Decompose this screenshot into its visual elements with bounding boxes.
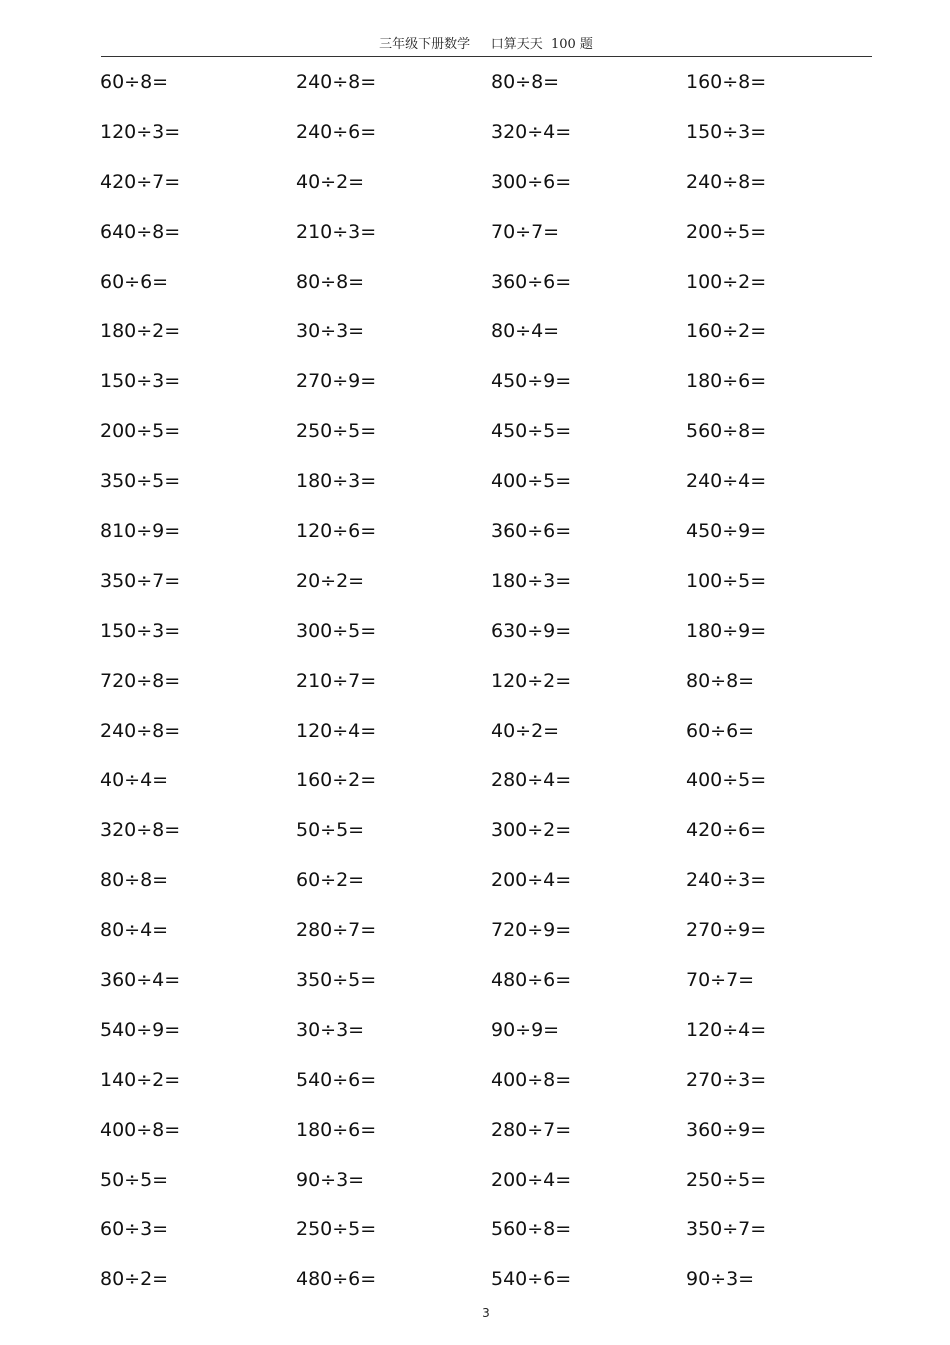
problem-item: 80÷4= bbox=[491, 320, 560, 343]
problem-item: 270÷9= bbox=[296, 370, 377, 393]
problem-item: 640÷8= bbox=[100, 220, 181, 243]
problem-grid bbox=[100, 58, 880, 1305]
problem-item: 100÷5= bbox=[686, 569, 767, 592]
problem-item: 90÷9= bbox=[491, 1018, 560, 1041]
problem-item: 120÷4= bbox=[686, 1018, 767, 1041]
problem-item: 90÷3= bbox=[296, 1168, 365, 1191]
problem-item: 320÷4= bbox=[491, 120, 572, 143]
problem-item: 240÷8= bbox=[100, 719, 181, 742]
problem-item: 80÷2= bbox=[100, 1268, 169, 1291]
problem-item: 270÷3= bbox=[686, 1068, 767, 1091]
problem-item: 20÷2= bbox=[296, 569, 365, 592]
problem-item: 60÷6= bbox=[686, 719, 755, 742]
problem-item: 80÷8= bbox=[686, 669, 755, 692]
problem-item: 180÷6= bbox=[686, 370, 767, 393]
problem-item: 630÷9= bbox=[491, 619, 572, 642]
problem-item: 80÷8= bbox=[100, 869, 169, 892]
problem-item: 150÷3= bbox=[686, 120, 767, 143]
problem-item: 60÷3= bbox=[100, 1218, 169, 1241]
problem-item: 400÷5= bbox=[491, 470, 572, 493]
problem-item: 420÷6= bbox=[686, 819, 767, 842]
problem-item: 240÷6= bbox=[296, 120, 377, 143]
problem-item: 40÷2= bbox=[296, 170, 365, 193]
problem-item: 30÷3= bbox=[296, 1018, 365, 1041]
problem-item: 150÷3= bbox=[100, 370, 181, 393]
problem-item: 280÷7= bbox=[296, 919, 377, 942]
problem-item: 120÷2= bbox=[491, 669, 572, 692]
problem-item: 50÷5= bbox=[100, 1168, 169, 1191]
problem-item: 80÷8= bbox=[491, 71, 560, 93]
problem-item: 360÷6= bbox=[491, 270, 572, 293]
problem-item: 360÷4= bbox=[100, 969, 181, 992]
problem-item: 480÷6= bbox=[296, 1268, 377, 1291]
problem-item: 100÷2= bbox=[686, 270, 767, 293]
problem-item: 160÷2= bbox=[686, 320, 767, 343]
problem-item: 70÷7= bbox=[686, 969, 755, 992]
problem-item: 200÷4= bbox=[491, 1168, 572, 1191]
page-header-title: 三年级下册数学 口算天天 100 题 bbox=[379, 37, 593, 52]
problem-item: 120÷4= bbox=[296, 719, 377, 742]
problem-item: 300÷6= bbox=[491, 170, 572, 193]
problem-item: 560÷8= bbox=[686, 420, 767, 443]
problem-item: 80÷4= bbox=[100, 919, 169, 942]
problem-item: 160÷2= bbox=[296, 769, 377, 792]
problem-item: 120÷6= bbox=[296, 520, 377, 543]
problem-item: 350÷5= bbox=[100, 470, 181, 493]
problem-item: 240÷4= bbox=[686, 470, 767, 493]
problem-item: 250÷5= bbox=[296, 420, 377, 443]
problem-item: 450÷9= bbox=[491, 370, 572, 393]
problem-item: 60÷2= bbox=[296, 869, 365, 892]
problem-item: 150÷3= bbox=[100, 619, 181, 642]
problem-item: 810÷9= bbox=[100, 520, 181, 543]
problem-item: 300÷5= bbox=[296, 619, 377, 642]
problem-item: 120÷3= bbox=[100, 120, 181, 143]
problem-item: 560÷8= bbox=[491, 1218, 572, 1241]
problem-item: 180÷3= bbox=[296, 470, 377, 493]
problem-item: 400÷5= bbox=[686, 769, 767, 792]
problem-item: 40÷4= bbox=[100, 769, 169, 792]
problem-item: 450÷5= bbox=[491, 420, 572, 443]
problem-item: 360÷9= bbox=[686, 1118, 767, 1141]
problem-item: 400÷8= bbox=[491, 1068, 572, 1091]
problem-item: 210÷3= bbox=[296, 220, 377, 243]
problem-item: 180÷9= bbox=[686, 619, 767, 642]
problem-item: 180÷6= bbox=[296, 1118, 377, 1141]
problem-item: 200÷5= bbox=[100, 420, 181, 443]
problem-item: 300÷2= bbox=[491, 819, 572, 842]
problem-item: 240÷8= bbox=[296, 71, 377, 93]
header-divider bbox=[101, 56, 872, 57]
problem-item: 720÷8= bbox=[100, 669, 181, 692]
problem-item: 420÷7= bbox=[100, 170, 181, 193]
problem-item: 180÷3= bbox=[491, 569, 572, 592]
problem-item: 350÷7= bbox=[100, 569, 181, 592]
problem-item: 40÷2= bbox=[491, 719, 560, 742]
problem-item: 60÷6= bbox=[100, 270, 169, 293]
problem-item: 400÷8= bbox=[100, 1118, 181, 1141]
problem-item: 350÷7= bbox=[686, 1218, 767, 1241]
problem-item: 240÷8= bbox=[686, 170, 767, 193]
problem-item: 540÷6= bbox=[491, 1268, 572, 1291]
problem-item: 280÷7= bbox=[491, 1118, 572, 1141]
problem-item: 280÷4= bbox=[491, 769, 572, 792]
problem-item: 180÷2= bbox=[100, 320, 181, 343]
problem-item: 250÷5= bbox=[296, 1218, 377, 1241]
problem-item: 540÷6= bbox=[296, 1068, 377, 1091]
problem-item: 250÷5= bbox=[686, 1168, 767, 1191]
problem-item: 140÷2= bbox=[100, 1068, 181, 1091]
problem-item: 90÷3= bbox=[686, 1268, 755, 1291]
problem-item: 360÷6= bbox=[491, 520, 572, 543]
problem-item: 450÷9= bbox=[686, 520, 767, 543]
page-number: 3 bbox=[482, 1306, 490, 1320]
problem-item: 200÷4= bbox=[491, 869, 572, 892]
problem-item: 240÷3= bbox=[686, 869, 767, 892]
problem-item: 350÷5= bbox=[296, 969, 377, 992]
problem-item: 80÷8= bbox=[296, 270, 365, 293]
problem-item: 200÷5= bbox=[686, 220, 767, 243]
problem-item: 70÷7= bbox=[491, 220, 560, 243]
problem-item: 210÷7= bbox=[296, 669, 377, 692]
problem-item: 270÷9= bbox=[686, 919, 767, 942]
problem-item: 320÷8= bbox=[100, 819, 181, 842]
problem-item: 160÷8= bbox=[686, 71, 767, 93]
problem-item: 480÷6= bbox=[491, 969, 572, 992]
problem-item: 60÷8= bbox=[100, 71, 169, 93]
problem-item: 720÷9= bbox=[491, 919, 572, 942]
problem-item: 540÷9= bbox=[100, 1018, 181, 1041]
problem-item: 30÷3= bbox=[296, 320, 365, 343]
problem-item: 50÷5= bbox=[296, 819, 365, 842]
